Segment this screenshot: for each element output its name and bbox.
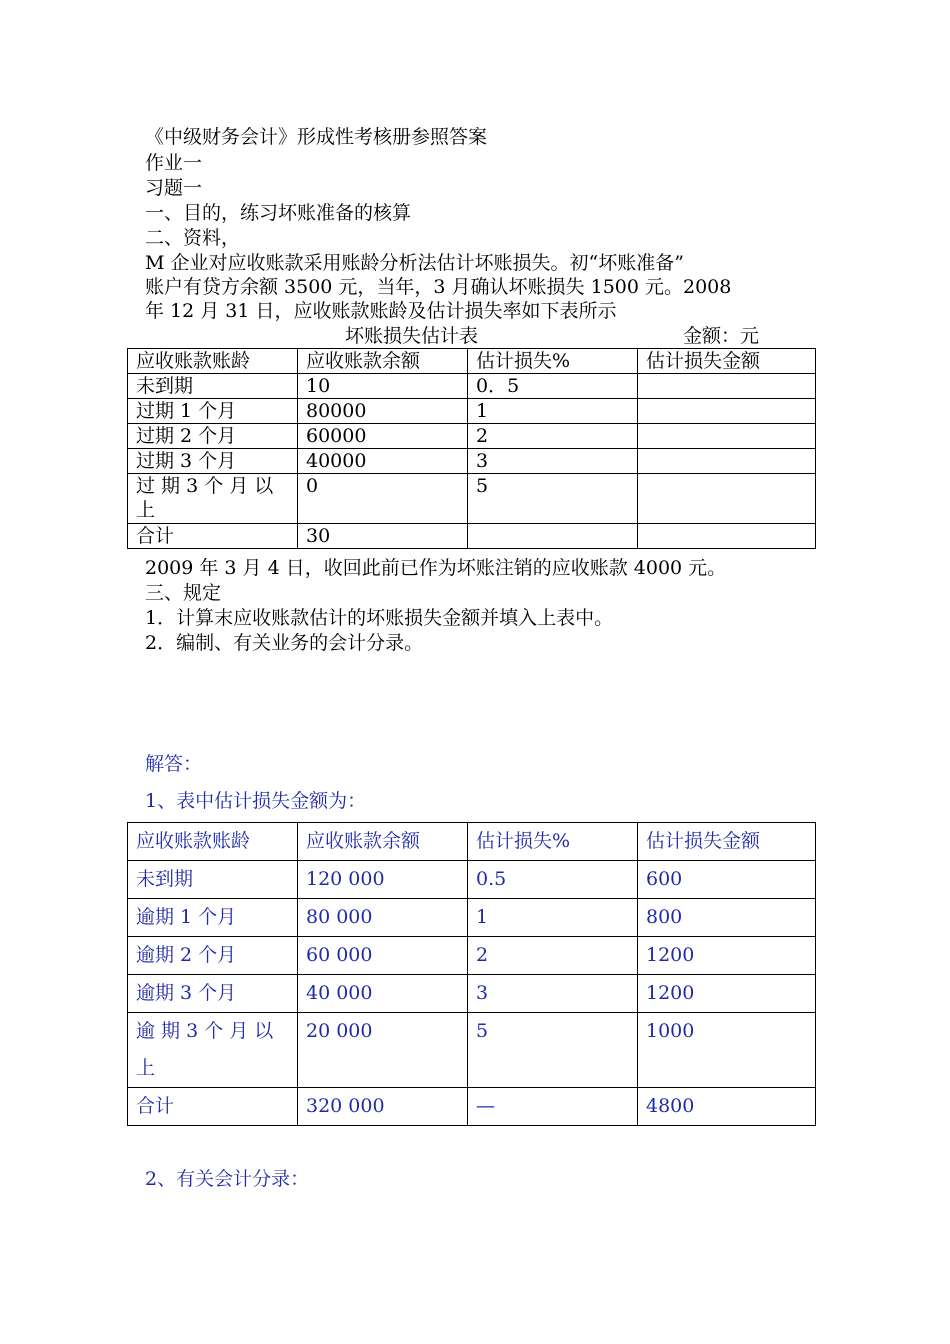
table-cell: 800 (638, 899, 816, 937)
table-cell: 4800 (638, 1088, 816, 1126)
table-cell: 逾 期 3 个 月 以 上 (128, 1013, 298, 1088)
table-cell: 120 000 (298, 861, 468, 899)
table-header-row (128, 823, 816, 861)
purpose-line: 一、目的，练习坏账准备的核算 (145, 202, 412, 224)
table-row (128, 399, 816, 424)
table-row (128, 474, 816, 524)
answer-part-2: 2、有关会计分录： (145, 1168, 310, 1190)
table-cell (638, 449, 816, 474)
bad-debt-estimate-table (127, 348, 816, 549)
table-cell: 10 (298, 374, 468, 399)
rule-item: 1．计算末应收账款估计的坏账损失金额并填入上表中。 (145, 607, 614, 629)
table-cell: — (468, 1088, 638, 1126)
table-cell: 合计 (128, 1088, 298, 1126)
table-cell: 过期 2 个月 (128, 424, 298, 449)
material-line: 账户有贷方余额 3500 元，当年，3 月确认坏账损失 1500 元。2008 (145, 276, 732, 298)
table-cell: 5 (468, 474, 638, 524)
table-cell: 过期 3 个月 (128, 449, 298, 474)
table-cell: 3 (468, 449, 638, 474)
table-cell: 0.5 (468, 861, 638, 899)
table-cell: 0．5 (468, 374, 638, 399)
table-unit: 金额：元 (683, 325, 760, 347)
table-row (128, 424, 816, 449)
table-cell (638, 424, 816, 449)
answer-heading: 解答： (145, 753, 203, 775)
table-cell: 过期 1 个月 (128, 399, 298, 424)
table-caption: 坏账损失估计表 (345, 325, 479, 347)
table-cell (468, 524, 638, 549)
material-line: M 企业对应收账款采用账龄分析法估计坏账损失。初“坏账准备” (145, 252, 684, 274)
table-cell (638, 524, 816, 549)
table-row (128, 1013, 816, 1088)
table-cell: 0 (298, 474, 468, 524)
table-cell: 过 期 3 个 月 以 上 (128, 474, 298, 524)
table-cell: 逾期 3 个月 (128, 975, 298, 1013)
table-cell: 逾期 1 个月 (128, 899, 298, 937)
table-cell: 3 (468, 975, 638, 1013)
table-cell: 80 000 (298, 899, 468, 937)
recovery-note: 2009 年 3 月 4 日，收回此前已作为坏账注销的应收账款 4000 元。 (145, 557, 727, 579)
header-cell: 估计损失% (468, 349, 638, 374)
table-cell: 80000 (298, 399, 468, 424)
table-cell (638, 474, 816, 524)
table-row (128, 975, 816, 1013)
answer-part-1: 1、表中估计损失金额为： (145, 790, 367, 812)
material-heading: 二、资料， (145, 227, 241, 249)
table-cell: 320 000 (298, 1088, 468, 1126)
table-cell: 60 000 (298, 937, 468, 975)
document-title: 《中级财务会计》形成性考核册参照答案 (145, 126, 488, 148)
table-cell: 合计 (128, 524, 298, 549)
table-cell: 40 000 (298, 975, 468, 1013)
table-cell (638, 399, 816, 424)
table-cell: 未到期 (128, 861, 298, 899)
table-cell: 未到期 (128, 374, 298, 399)
table-row (128, 374, 816, 399)
header-cell: 估计损失金额 (638, 349, 816, 374)
assignment-label: 作业一 (145, 152, 203, 174)
table-cell: 40000 (298, 449, 468, 474)
table-cell: 1200 (638, 975, 816, 1013)
header-cell: 应收账款账龄 (128, 823, 298, 861)
table-cell: 20 000 (298, 1013, 468, 1088)
table-cell: 1 (468, 899, 638, 937)
material-paragraph (145, 251, 815, 323)
table-cell: 逾期 2 个月 (128, 937, 298, 975)
table-cell: 2 (468, 424, 638, 449)
answer-table (127, 822, 816, 1126)
exercise-label: 习题一 (145, 177, 203, 199)
header-cell: 应收账款余额 (298, 349, 468, 374)
header-cell: 估计损失金额 (638, 823, 816, 861)
header-cell: 应收账款余额 (298, 823, 468, 861)
table-cell: 600 (638, 861, 816, 899)
table-cell: 60000 (298, 424, 468, 449)
table-cell: 30 (298, 524, 468, 549)
table-header-row (128, 349, 816, 374)
table-cell: 1 (468, 399, 638, 424)
rule-item: 2．编制、有关业务的会计分录。 (145, 632, 424, 654)
table-row (128, 937, 816, 975)
table-row (128, 449, 816, 474)
header-cell: 应收账款账龄 (128, 349, 298, 374)
table-row (128, 861, 816, 899)
table-cell: 2 (468, 937, 638, 975)
table-total-row (128, 1088, 816, 1126)
table-cell: 5 (468, 1013, 638, 1088)
material-line: 年 12 月 31 日，应收账款账龄及估计损失率如下表所示 (145, 300, 617, 322)
table-row (128, 899, 816, 937)
table-cell: 1000 (638, 1013, 816, 1088)
header-cell: 估计损失% (468, 823, 638, 861)
table-total-row (128, 524, 816, 549)
table-cell (638, 374, 816, 399)
rules-heading: 三、规定 (145, 582, 222, 604)
table-cell: 1200 (638, 937, 816, 975)
